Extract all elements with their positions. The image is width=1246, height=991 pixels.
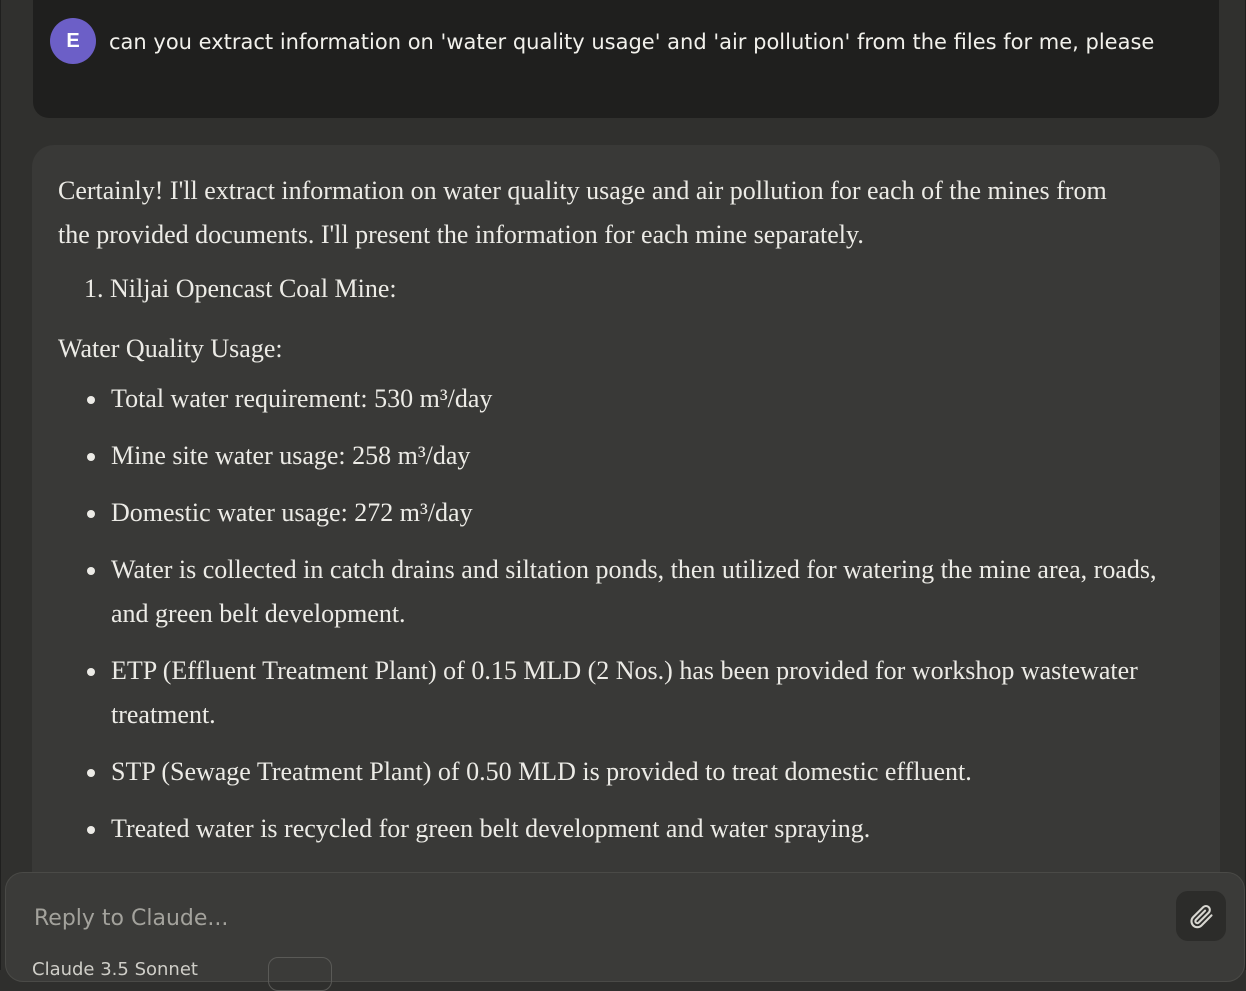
attach-button[interactable]: [1176, 891, 1226, 941]
bullet-icon: [87, 396, 95, 404]
bullet-list: [58, 377, 1178, 851]
list-item-text: Mine site water usage: 258 m³/day: [111, 441, 471, 470]
list-item-text: Water is collected in catch drains and siltation ponds, then utilized for watering the mine area, roads, and green belt development.: [111, 555, 1157, 628]
model-selector[interactable]: Claude 3.5 Sonnet: [32, 959, 198, 980]
assistant-intro: Certainly! I'll extract information on water quality usage and air pollution for each of the mines from the provided documents. I'll present the information for each mine separately.: [58, 176, 1107, 249]
list-item: [58, 649, 1178, 737]
reply-input[interactable]: [32, 899, 1136, 937]
bullet-icon: [87, 769, 95, 777]
assistant-message-body: [58, 169, 1178, 864]
list-item: [58, 807, 1178, 851]
assistant-message: [32, 145, 1220, 905]
list-item-text: STP (Sewage Treatment Plant) of 0.50 MLD is provided to treat domestic effluent.: [111, 757, 972, 786]
list-item: [58, 377, 1178, 421]
mine-heading: 1. Niljai Opencast Coal Mine:: [84, 274, 397, 303]
style-selector-button[interactable]: [268, 957, 332, 991]
bullet-icon: [87, 668, 95, 676]
list-item-text: Domestic water usage: 272 m³/day: [111, 498, 473, 527]
section-title: Water Quality Usage:: [58, 334, 283, 363]
list-item: [58, 434, 1178, 478]
reply-composer: [5, 872, 1245, 982]
user-avatar: E: [50, 18, 96, 64]
list-item-text: ETP (Effluent Treatment Plant) of 0.15 MLD (2 Nos.) has been provided for workshop wastewater treatment.: [111, 656, 1138, 729]
user-message-text: can you extract information on 'water quality usage' and 'air pollution' from the files for me, please: [109, 30, 1155, 54]
list-item: [58, 750, 1178, 794]
user-message: [33, 0, 1219, 118]
bullet-icon: [87, 567, 95, 575]
bullet-icon: [87, 510, 95, 518]
list-item-text: Treated water is recycled for green belt development and water spraying.: [111, 814, 871, 843]
list-item: [58, 548, 1178, 636]
bullet-icon: [87, 453, 95, 461]
paperclip-icon: [1187, 902, 1215, 930]
list-item: [58, 491, 1178, 535]
bullet-icon: [87, 826, 95, 834]
list-item-text: Total water requirement: 530 m³/day: [111, 384, 493, 413]
